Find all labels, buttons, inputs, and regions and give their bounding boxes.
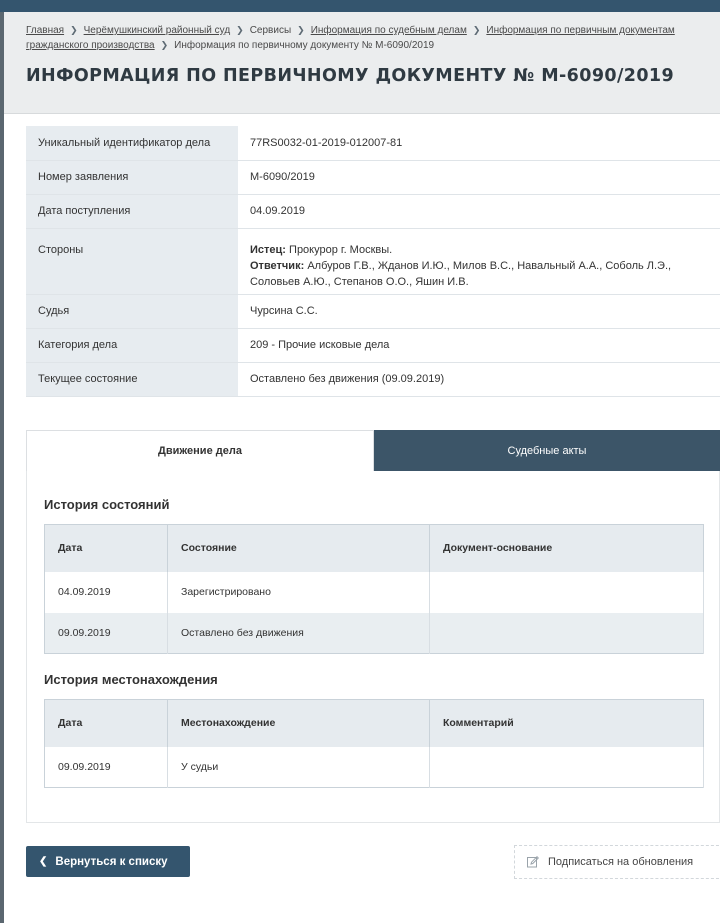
- info-value: Оставлено без движения (09.09.2019): [238, 362, 720, 396]
- info-row-uid: [26, 126, 720, 160]
- table-cell: Оставлено без движения: [168, 613, 430, 654]
- main-content: [4, 114, 720, 923]
- info-row-received: [26, 194, 720, 228]
- defendant-label: Ответчик:: [250, 259, 305, 272]
- info-value-parties: [238, 228, 720, 294]
- state-history-title: История состояний: [44, 497, 170, 512]
- chevron-right-icon: ❯: [70, 25, 78, 35]
- page-header: [4, 12, 720, 114]
- back-to-list-label: Вернуться к списку: [55, 855, 168, 868]
- column-header: Дата: [45, 525, 168, 572]
- plaintiff-label: Истец:: [250, 243, 286, 256]
- breadcrumb-current: Информация по первичному документу № М-6090/2019: [174, 40, 435, 51]
- tab-court-acts[interactable]: Судебные акты: [374, 430, 720, 471]
- chevron-right-icon: ❯: [160, 40, 169, 50]
- column-header: Местонахождение: [168, 700, 430, 747]
- breadcrumb-services: Сервисы: [249, 25, 292, 36]
- info-label: Дата поступления: [26, 194, 238, 228]
- table-cell: [430, 747, 704, 788]
- info-label: Категория дела: [26, 328, 238, 362]
- table-cell: 09.09.2019: [45, 747, 168, 788]
- table-header-row: [45, 525, 704, 572]
- edit-icon: [527, 856, 539, 868]
- breadcrumb: [26, 23, 720, 53]
- table-cell: [430, 613, 704, 654]
- column-header: Документ-основание: [430, 525, 704, 572]
- breadcrumb-primary-docs[interactable]: Информация по первичным документам гражданского производства: [26, 25, 675, 51]
- chevron-right-icon: ❯: [236, 25, 244, 35]
- info-value: 209 - Прочие исковые дела: [238, 328, 720, 362]
- breadcrumb-cases-info[interactable]: Информация по судебным делам: [310, 25, 467, 36]
- location-history-title: История местонахождения: [44, 672, 218, 687]
- back-to-list-button[interactable]: [26, 846, 190, 877]
- table-row: [45, 747, 704, 788]
- info-value: Чурсина С.С.: [238, 294, 720, 328]
- info-label: Уникальный идентификатор дела: [26, 126, 238, 160]
- subscribe-label: Подписаться на обновления: [548, 856, 694, 868]
- info-value: 77RS0032-01-2019-012007-81: [238, 126, 720, 160]
- table-cell: Зарегистрировано: [168, 572, 430, 613]
- info-label: Стороны: [26, 228, 238, 294]
- info-row-parties: [26, 228, 720, 294]
- column-header: Дата: [45, 700, 168, 747]
- info-value: М-6090/2019: [238, 160, 720, 194]
- table-row: [45, 572, 704, 613]
- plaintiff-value: Прокурор г. Москвы.: [289, 243, 393, 256]
- info-row-category: [26, 328, 720, 362]
- tab-panel-case-movement: [26, 471, 720, 823]
- tab-bar: [26, 430, 720, 471]
- table-row: [45, 613, 704, 654]
- column-header: Комментарий: [430, 700, 704, 747]
- table-cell: У судьи: [168, 747, 430, 788]
- chevron-left-icon: ❮: [39, 856, 48, 867]
- subscribe-updates-button[interactable]: [514, 845, 720, 879]
- state-history-table: [44, 524, 704, 654]
- info-row-judge: [26, 294, 720, 328]
- tab-case-movement[interactable]: Движение дела: [26, 430, 374, 471]
- defendant-value: Албуров Г.В., Жданов И.Ю., Милов В.С., Навальный А.А., Соболь Л.Э., Соловьев А.Ю., Степанов О.О., Яшин И.В.: [250, 259, 672, 288]
- breadcrumb-court[interactable]: Черёмушкинский районный суд: [83, 25, 231, 36]
- info-label: Номер заявления: [26, 160, 238, 194]
- page-title: ИНФОРМАЦИЯ ПО ПЕРВИЧНОМУ ДОКУМЕНТУ № М-6090/2019: [26, 66, 675, 86]
- case-info-table: [26, 126, 720, 397]
- info-value: 04.09.2019: [238, 194, 720, 228]
- info-row-app-no: [26, 160, 720, 194]
- info-label: Судья: [26, 294, 238, 328]
- table-cell: 04.09.2019: [45, 572, 168, 613]
- info-label: Текущее состояние: [26, 362, 238, 396]
- table-cell: [430, 572, 704, 613]
- breadcrumb-home[interactable]: Главная: [26, 25, 65, 36]
- column-header: Состояние: [168, 525, 430, 572]
- table-cell: 09.09.2019: [45, 613, 168, 654]
- top-bar: [0, 0, 720, 12]
- chevron-right-icon: ❯: [297, 25, 305, 35]
- table-header-row: [45, 700, 704, 747]
- info-row-status: [26, 362, 720, 396]
- chevron-right-icon: ❯: [472, 25, 481, 35]
- location-history-table: [44, 699, 704, 788]
